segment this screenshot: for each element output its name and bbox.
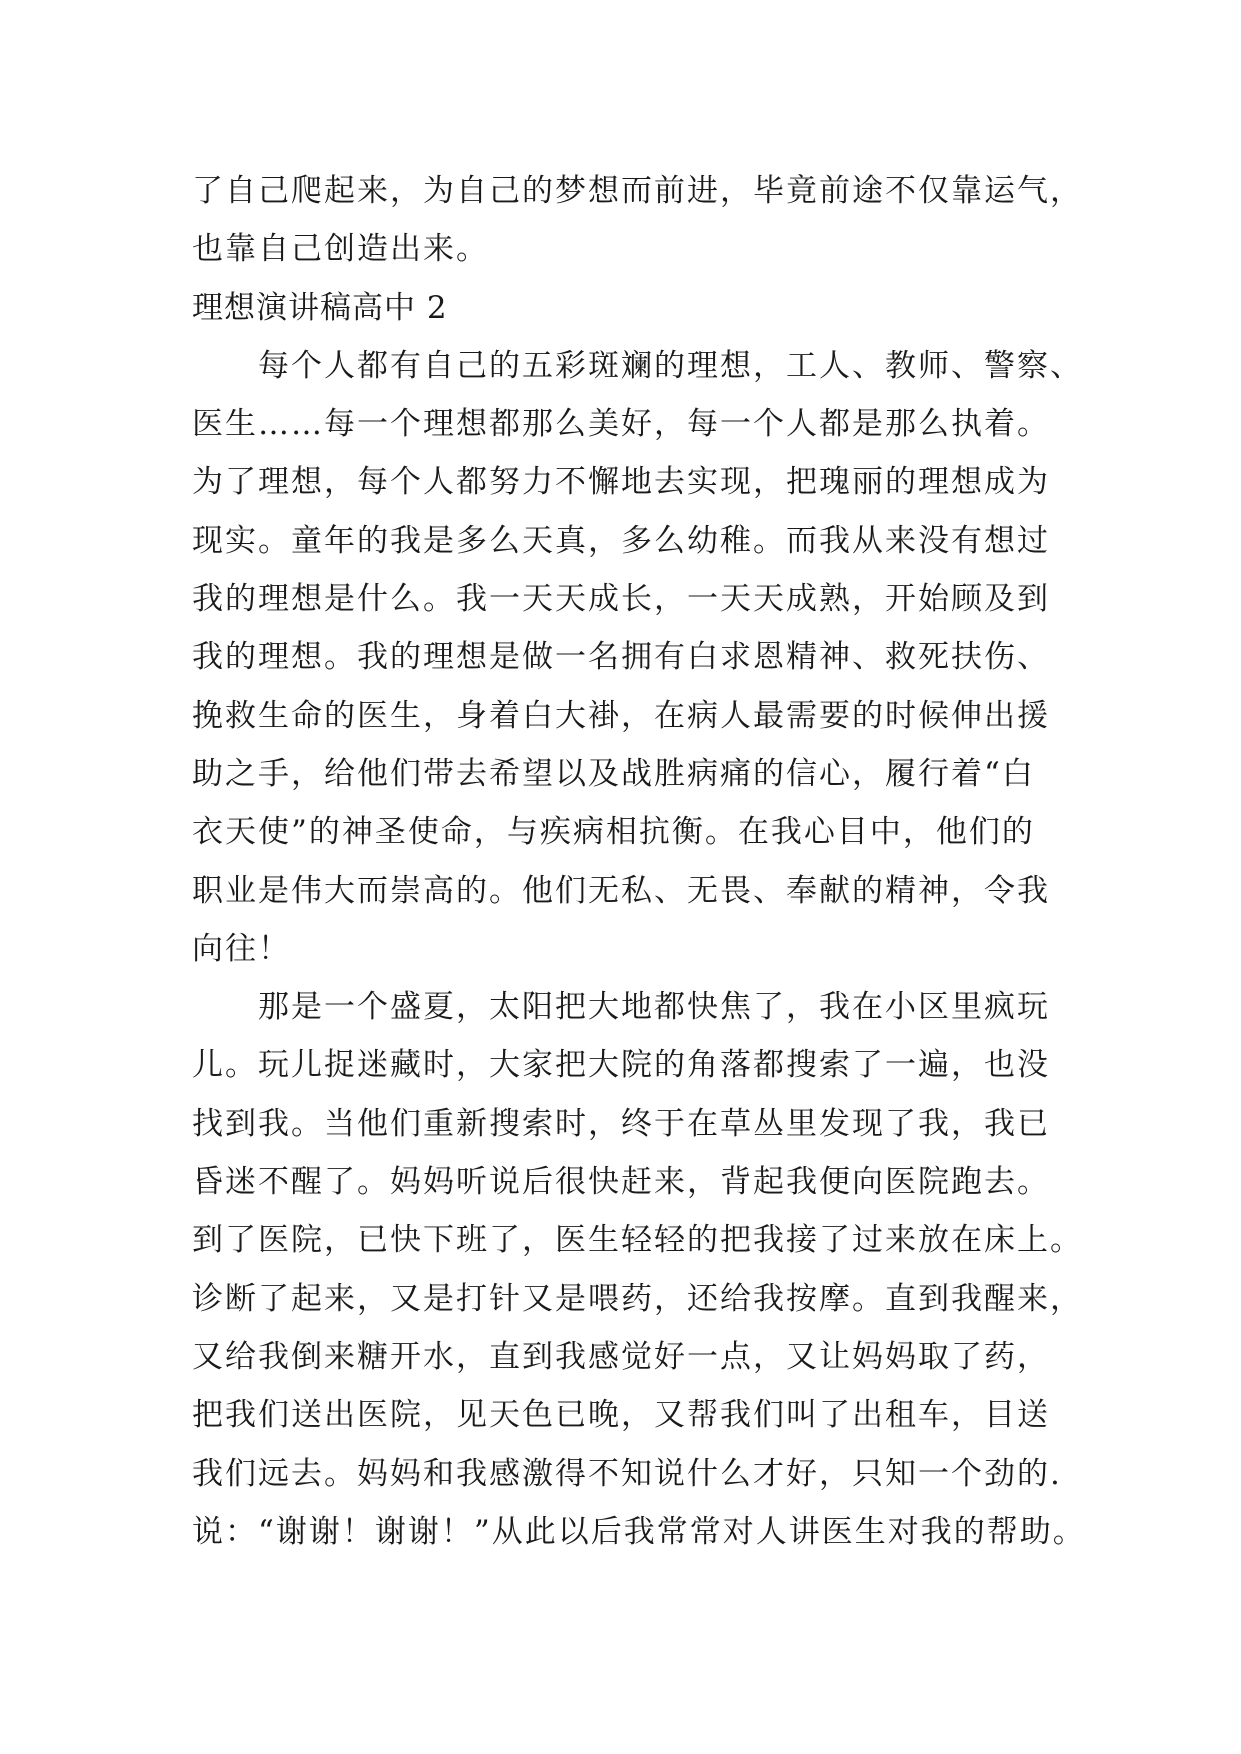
paragraph-line: 诊断了起来，又是打针又是喂药，还给我按摩。直到我醒来， — [192, 1280, 1083, 1317]
section-heading: 理想演讲稿高中 2 — [192, 289, 448, 326]
paragraph-line: 衣天使”的神圣使命，与疾病相抗衡。在我心目中，他们的 — [192, 814, 1035, 851]
document-body — [192, 162, 1092, 1561]
paragraph-line: 我的理想。我的理想是做一名拥有白求恩精神、救死扶伤、 — [192, 639, 1050, 676]
paragraph-line: 现实。童年的我是多么天真，多么幼稚。而我从来没有想过 — [192, 522, 1050, 559]
paragraph-line: 我们远去。妈妈和我感激得不知说什么才好，只知一个劲的. — [192, 1455, 1062, 1492]
paragraph-line: 医生……每一个理想都那么美好，每一个人都是那么执着。 — [192, 406, 1050, 443]
paragraph-line: 我的理想是什么。我一天天成长，一天天成熟，开始顾及到 — [192, 581, 1050, 618]
paragraph-line: 每个人都有自己的五彩斑斓的理想，工人、教师、警察、 — [192, 347, 1083, 384]
paragraph-line: 为了理想，每个人都努力不懈地去实现，把瑰丽的理想成为 — [192, 464, 1050, 501]
paragraph-line: 助之手，给他们带去希望以及战胜病痛的信心，履行着“白 — [192, 755, 1035, 792]
paragraph-line: 找到我。当他们重新搜索时，终于在草丛里发现了我，我已 — [192, 1105, 1050, 1142]
paragraph-line: 又给我倒来糖开水，直到我感觉好一点，又让妈妈取了药， — [192, 1338, 1050, 1375]
paragraph-line: 说：“谢谢！谢谢！”从此以后我常常对人讲医生对我的帮助。 — [192, 1513, 1086, 1550]
paragraph-line: 挽救生命的医生，身着白大褂，在病人最需要的时候伸出援 — [192, 697, 1050, 734]
paragraph-line: 昏迷不醒了。妈妈听说后很快赶来，背起我便向医院跑去。 — [192, 1164, 1050, 1201]
paragraph-line: 也靠自己创造出来。 — [192, 231, 489, 268]
paragraph-line: 把我们送出医院，见天色已晚，又帮我们叫了出租车，目送 — [192, 1397, 1050, 1434]
paragraph-line: 儿。玩儿捉迷藏时，大家把大院的角落都搜索了一遍，也没 — [192, 1047, 1050, 1084]
paragraph-line: 职业是伟大而崇高的。他们无私、无畏、奉献的精神，令我 — [192, 872, 1050, 909]
paragraph-line: 向往！ — [192, 930, 291, 967]
paragraph-line: 到了医院，已快下班了，医生轻轻的把我接了过来放在床上。 — [192, 1222, 1083, 1259]
paragraph-line: 了自己爬起来，为自己的梦想而前进，毕竟前途不仅靠运气， — [192, 173, 1083, 209]
paragraph-line: 那是一个盛夏，太阳把大地都快焦了，我在小区里疯玩 — [192, 989, 1050, 1026]
